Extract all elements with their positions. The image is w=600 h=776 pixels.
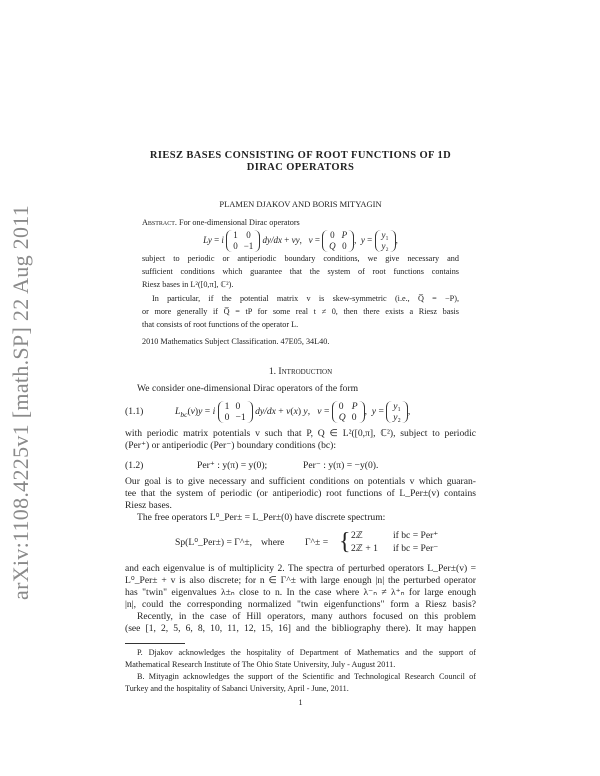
body-line: We consider one-dimensional Dirac operators of the form — [137, 383, 359, 394]
equation-per-plus: Per⁺ : y(π) = y(0); — [197, 460, 268, 471]
body-line: (Per⁺) or antiperiodic (Per⁻) boundary conditions (bc): — [125, 440, 337, 451]
abstract-line: sufficient conditions which guarantee that the system of root functions contains — [142, 267, 459, 276]
authors: PLAMEN DJAKOV AND BORIS MITYAGIN — [219, 199, 382, 209]
abstract-equation: Ly = i 1 0 0 −1 dy/dx + vy, v = 0 P Q 0 , y = y₁ y₂ , — [203, 230, 398, 251]
paper-title-line-2: DIRAC OPERATORS — [246, 162, 355, 173]
equation-1-1: (1.1) $L_{bc}(v)y = i$ 1 0 0 −1 dy/dx + v(x) y, v = 0 P Q 0 , y = y₁ y₂ , — [125, 400, 411, 423]
abstract-line: subject to periodic or antiperiodic boundary conditions, we give necessary and — [142, 254, 459, 263]
body-line: tee that the system of periodic (or antiperiodic) root functions of L_Per±(v) contains — [125, 488, 476, 499]
abstract-line: Riesz bases in L²([0,π], ℂ²). — [142, 280, 234, 289]
footnote-line: Mathematical Research Institute of The Ohio State University, July - August 2011. — [125, 660, 396, 669]
footnote-rule — [125, 643, 185, 644]
spectrum-where: where — [261, 537, 285, 548]
case-1-value: 2ℤ — [351, 530, 363, 541]
msc-classification: 2010 Mathematics Subject Classification. 47E05, 34L40. — [142, 337, 330, 346]
case-1-condition: if bc = Per⁺ — [393, 530, 439, 541]
abstract-line: that consists of root functions of the operator L. — [142, 320, 299, 329]
paper-title-line-1: RIESZ BASES CONSISTING OF ROOT FUNCTIONS OF 1D — [149, 150, 452, 161]
case-2-value: 2ℤ + 1 — [351, 543, 378, 554]
spectrum-gamma: Γ^± = — [305, 537, 329, 548]
arxiv-stamp: arXiv:1108.4225v1 [math.SP] 22 Aug 2011 — [8, 204, 33, 600]
page-number: 1 — [298, 698, 303, 707]
abstract-line: or more generally if Q̅ = tP for some real t ≠ 0, then there exists a Riesz basis — [142, 307, 459, 316]
spectrum-equation: Sp(L⁰_Per±) = Γ^±, where Γ^± = { 2ℤ if bc = Per⁺ 2ℤ + 1 if bc = Per⁻ — [175, 529, 439, 555]
abstract-intro-text: For one-dimensional Dirac operators — [179, 218, 300, 227]
abstract-line: In particular, if the potential matrix v is skew-symmetric (i.e., Q̅ = −P), — [152, 294, 459, 303]
equation-label: (1.1) — [125, 406, 144, 417]
body-line: |n|, could the corresponding normalized "twin eigenfunctions" form a Riesz basis? — [125, 599, 476, 610]
section-heading: 1. Introduction — [268, 366, 333, 377]
body-line: Recently, in the case of Hill operators, many authors focused on this problem — [137, 611, 476, 622]
abstract-label: Abstract. — [142, 218, 177, 227]
footnote-line: P. Djakov acknowledges the hospitality of Department of Mathematics and the support of — [137, 648, 476, 657]
body-line: (see [1, 2, 5, 6, 8, 10, 11, 12, 15, 16] and the bibliography there). It may happen — [125, 623, 476, 634]
abstract-intro — [142, 216, 459, 229]
body-line: Riesz bases. — [125, 500, 172, 511]
footnote-line: B. Mityagin acknowledges the support of the Scientific and Technological Research Council of — [137, 672, 476, 681]
body-line: L⁰_Per± + v is also discrete; for n ∈ Γ^± with large enough |n| the perturbed operator — [125, 575, 476, 586]
footnote-line: Turkey and the hospitality of Sabanci University, April - June, 2011. — [125, 684, 349, 693]
body-line: and each eigenvalue is of multiplicity 2. The spectra of perturbed operators L_Per±(v) = — [125, 563, 476, 574]
body-line: The free operators L⁰_Per± = L_Per±(0) have discrete spectrum: — [137, 512, 386, 523]
case-2-condition: if bc = Per⁻ — [393, 543, 439, 554]
body-line: has "twin" eigenvalues λ±ₙ close to n. In the case where λ⁻ₙ ≠ λ⁺ₙ for large enough — [125, 587, 476, 598]
spectrum-lhs: Sp(L⁰_Per±) = Γ^±, — [175, 537, 252, 548]
body-line: Our goal is to give necessary and sufficient conditions on potentials v which guaran- — [125, 476, 476, 487]
body-line: with periodic matrix potentials v such that P, Q ∈ L²([0,π], ℂ²), subject to periodic — [125, 428, 476, 439]
equation-label: (1.2) — [125, 460, 144, 471]
equation-per-minus: Per⁻ : y(π) = −y(0). — [303, 460, 379, 471]
